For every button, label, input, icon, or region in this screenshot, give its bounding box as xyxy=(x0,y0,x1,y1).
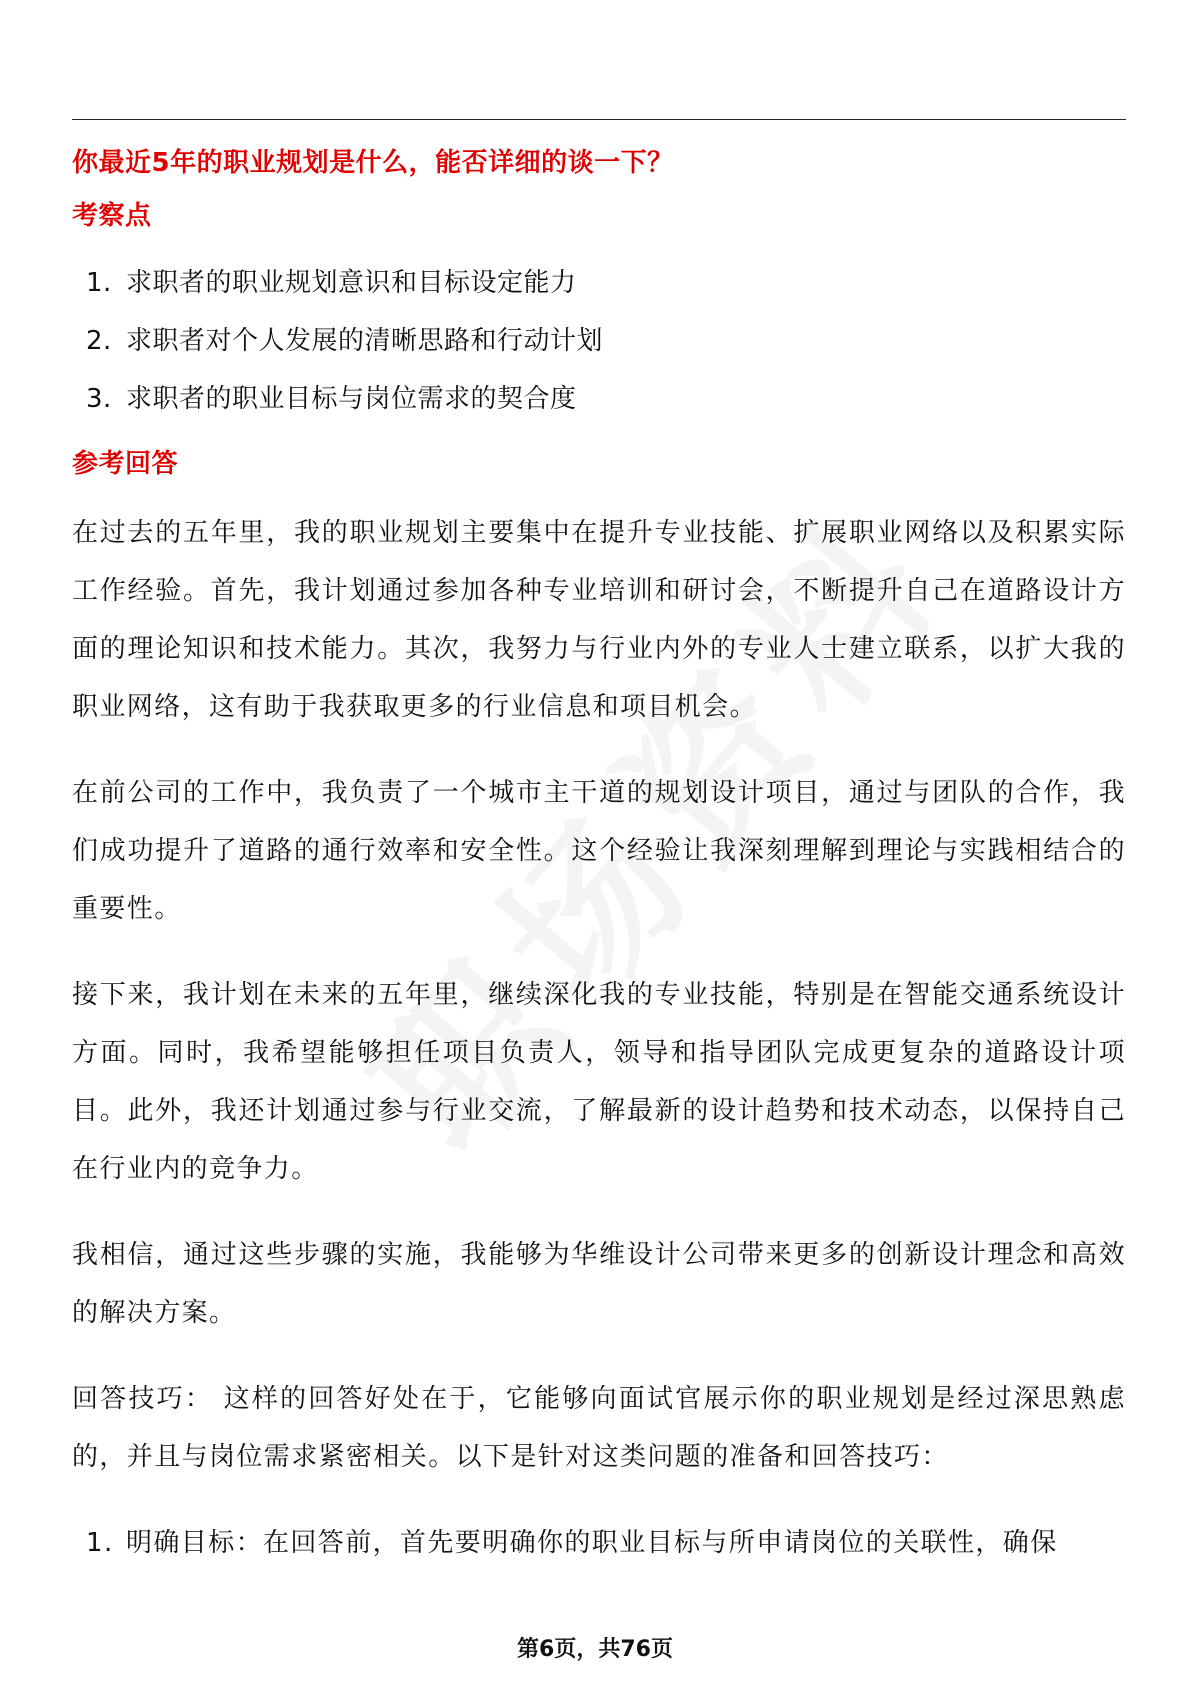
list-item xyxy=(72,1514,1126,1572)
points-list xyxy=(72,254,1126,428)
list-text: 求职者的职业目标与岗位需求的契合度 xyxy=(126,384,577,414)
answer-body xyxy=(72,504,1126,1572)
answer-paragraph: 我相信，通过这些步骤的实施，我能够为华维设计公司带来更多的创新设计理念和高效的解决方案。 xyxy=(72,1240,1126,1328)
list-item xyxy=(72,312,1126,370)
list-number: 1. xyxy=(86,268,112,298)
answer-paragraph: 在前公司的工作中，我负责了一个城市主干道的规划设计项目，通过与团队的合作，我们成功提升了道路的通行效率和安全性。这个经验让我深刻理解到理论与实践相结合的重要性。 xyxy=(72,778,1126,924)
list-text: 求职者的职业规划意识和目标设定能力 xyxy=(126,268,577,298)
page-content xyxy=(72,138,1126,1572)
page-number-footer: 第6页，共76页 xyxy=(517,1637,673,1662)
answer-paragraph: 在过去的五年里，我的职业规划主要集中在提升专业技能、扩展职业网络以及积累实际工作经验。首先，我计划通过参加各种专业培训和研讨会，不断提升自己在道路设计方面的理论知识和技术能力。其次，我努力与行业内外的专业人士建立联系，以扩大我的职业网络，这有助于我获取更多的行业信息和项目机会。 xyxy=(72,518,1126,722)
list-text: 明确目标：在回答前，首先要明确你的职业目标与所申请岗位的关联性，确保 xyxy=(126,1528,1058,1558)
list-item xyxy=(72,370,1126,428)
answer-heading: 参考回答 xyxy=(72,449,179,479)
list-number: 1. xyxy=(86,1528,114,1558)
points-heading: 考察点 xyxy=(72,201,152,231)
list-text: 求职者对个人发展的清晰思路和行动计划 xyxy=(126,326,604,356)
tips-list xyxy=(72,1514,1126,1572)
answer-paragraph: 接下来，我计划在未来的五年里，继续深化我的专业技能，特别是在智能交通系统设计方面。同时，我希望能够担任项目负责人，领导和指导团队完成更复杂的道路设计项目。此外，我还计划通过参与行业交流，了解最新的设计趋势和技术动态，以保持自己在行业内的竞争力。 xyxy=(72,980,1126,1184)
list-number: 3. xyxy=(86,384,112,414)
list-item xyxy=(72,254,1126,312)
list-number: 2. xyxy=(86,326,112,356)
tips-intro-paragraph: 回答技巧： 这样的回答好处在于，它能够向面试官展示你的职业规划是经过深思熟虑的，并且与岗位需求紧密相关。以下是针对这类问题的准备和回答技巧： xyxy=(72,1384,1126,1472)
question-title: 你最近5年的职业规划是什么，能否详细的谈一下？ xyxy=(72,148,674,178)
header-rule xyxy=(72,119,1126,120)
